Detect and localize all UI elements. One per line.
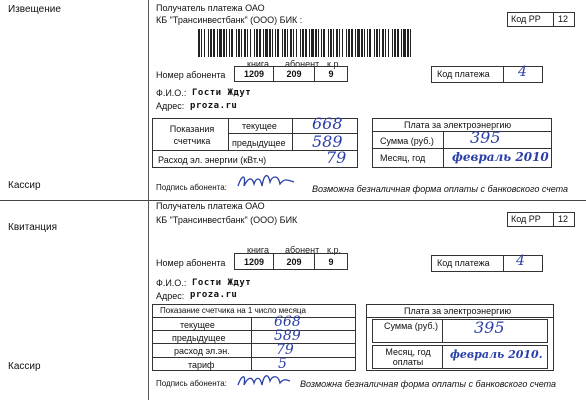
receipt-current-label: текущее bbox=[180, 320, 215, 330]
cut-line bbox=[0, 200, 586, 201]
receipt-signature-label: Подпись абонента: bbox=[156, 379, 227, 388]
receipt-tariff-value: 5 bbox=[278, 356, 287, 372]
code-rr-label: Код РР bbox=[511, 14, 541, 24]
receipt-readings-split bbox=[251, 317, 252, 371]
consumption-value: 79 bbox=[326, 148, 347, 167]
receipt-readings-header: Показание счетчика на 1 число месяца bbox=[160, 306, 306, 315]
notice-cashier-label: Кассир bbox=[8, 180, 41, 191]
receipt-month-split bbox=[442, 345, 443, 369]
receipt-electricity-line-1 bbox=[366, 317, 554, 318]
receipt-bank-line: КБ "Трансинвестбанк" (ООО) БИК bbox=[156, 215, 298, 225]
sum-value: 395 bbox=[470, 128, 501, 147]
payment-code-value: 4 bbox=[518, 64, 527, 80]
abonent-number-label: Номер абонента bbox=[156, 70, 226, 80]
receipt-readings-line-3 bbox=[152, 357, 356, 358]
month-label: Месяц, год bbox=[380, 153, 426, 163]
readings-divider-2 bbox=[292, 118, 293, 150]
address-label: Адрес: bbox=[156, 101, 185, 111]
abonent-cell: 209 bbox=[273, 66, 315, 82]
receipt-sum-label: Сумма (руб.) bbox=[384, 321, 438, 331]
col-abonent-label: абонент bbox=[285, 59, 320, 69]
address-value: proza.ru bbox=[190, 101, 238, 111]
receipt-cashier-label: Кассир bbox=[8, 361, 41, 372]
payment-code-label: Код платежа bbox=[437, 69, 490, 79]
receipt-previous-value: 589 bbox=[274, 328, 301, 344]
receipt-signature-icon bbox=[234, 370, 292, 390]
receipt-payment-code-value: 4 bbox=[516, 253, 525, 269]
readings-divider-1 bbox=[228, 118, 229, 150]
cashless-note: Возможна безналичная форма оплаты с банковского счета bbox=[312, 184, 569, 194]
receipt-payment-code-split bbox=[503, 255, 504, 272]
receipt-readings-line-2 bbox=[152, 343, 356, 344]
receipt-payment-code-label: Код платежа bbox=[437, 258, 490, 268]
code-rr-value: 12 bbox=[558, 14, 569, 24]
notice-divider bbox=[148, 0, 149, 200]
receipt-code-rr-value: 12 bbox=[558, 214, 569, 224]
electricity-label: Плата за электроэнергию bbox=[404, 120, 512, 130]
bank-line: КБ "Трансинвестбанк" (ООО) БИК : bbox=[156, 15, 303, 25]
book-cell: 1209 bbox=[234, 66, 274, 82]
readings-label: Показания счетчика bbox=[169, 124, 215, 146]
receipt-consumption-value: 79 bbox=[276, 342, 294, 358]
receipt-recipient-line: Получатель платежа ОАО bbox=[156, 201, 265, 211]
receipt-address-value: proza.ru bbox=[190, 290, 238, 300]
consumption-label: Расход эл. энергии (кВт.ч) bbox=[158, 155, 267, 165]
current-value: 668 bbox=[312, 114, 343, 133]
receipt-kr-cell: 9 bbox=[314, 253, 348, 270]
receipt-sum-split bbox=[442, 319, 443, 343]
sum-label: Сумма (руб.) bbox=[380, 136, 434, 146]
receipt-month-label: Месяц, год оплаты bbox=[385, 347, 431, 367]
electricity-row-line-2 bbox=[372, 148, 552, 149]
signature-icon bbox=[234, 170, 298, 192]
receipt-col-book-label: книга bbox=[247, 245, 270, 255]
receipt-col-abonent-label: абонент bbox=[285, 245, 320, 255]
receipt-address-label: Адрес: bbox=[156, 291, 185, 301]
receipt-col-kr-label: к.р. bbox=[327, 245, 341, 255]
col-book-label: книга bbox=[247, 59, 270, 69]
receipt-previous-label: предыдущее bbox=[172, 333, 226, 343]
previous-value: 589 bbox=[312, 132, 343, 151]
receipt-abonent-number-label: Номер абонента bbox=[156, 258, 226, 268]
receipt-divider bbox=[148, 200, 149, 400]
code-rr-split bbox=[553, 12, 554, 27]
receipt-sum-value: 395 bbox=[474, 318, 505, 337]
month-value: февраль 2010 bbox=[452, 150, 549, 164]
receipt-readings-line-1 bbox=[152, 330, 356, 331]
receipt-code-rr-label: Код РР bbox=[511, 214, 541, 224]
previous-label: предыдущее bbox=[232, 138, 286, 148]
receipt-fio-value: Гости Ждут bbox=[192, 278, 252, 288]
current-label: текущее bbox=[242, 121, 277, 131]
receipt-consumption-label: расход эл.эн. bbox=[174, 346, 230, 356]
receipt-code-rr-split bbox=[553, 212, 554, 227]
electricity-row-line-1 bbox=[372, 131, 552, 132]
receipt-tariff-label: тариф bbox=[188, 360, 215, 370]
receipt-current-value: 668 bbox=[274, 314, 301, 330]
payment-code-split bbox=[503, 66, 504, 83]
receipt-label: Квитанция bbox=[8, 222, 58, 233]
receipt-electricity-label: Плата за электроэнергию bbox=[404, 306, 512, 316]
receipt-book-cell: 1209 bbox=[234, 253, 274, 270]
receipt-abonent-cell: 209 bbox=[273, 253, 315, 270]
recipient-line: Получатель платежа ОАО bbox=[156, 3, 265, 13]
electricity-divider bbox=[443, 131, 444, 168]
signature-label: Подпись абонента: bbox=[156, 183, 227, 192]
barcode bbox=[198, 29, 414, 57]
receipt-month-value: февраль 2010. bbox=[450, 348, 543, 361]
receipt-readings-line-0 bbox=[152, 317, 356, 318]
col-kr-label: к.р. bbox=[327, 59, 341, 69]
kr-cell: 9 bbox=[314, 66, 348, 82]
notice-label: Извещение bbox=[8, 4, 61, 15]
fio-label: Ф.И.О.: bbox=[156, 88, 187, 98]
receipt-cashless-note: Возможна безналичная форма оплаты с банковского счета bbox=[300, 379, 557, 389]
receipt-fio-label: Ф.И.О.: bbox=[156, 278, 187, 288]
fio-value: Гости Ждут bbox=[192, 88, 252, 98]
